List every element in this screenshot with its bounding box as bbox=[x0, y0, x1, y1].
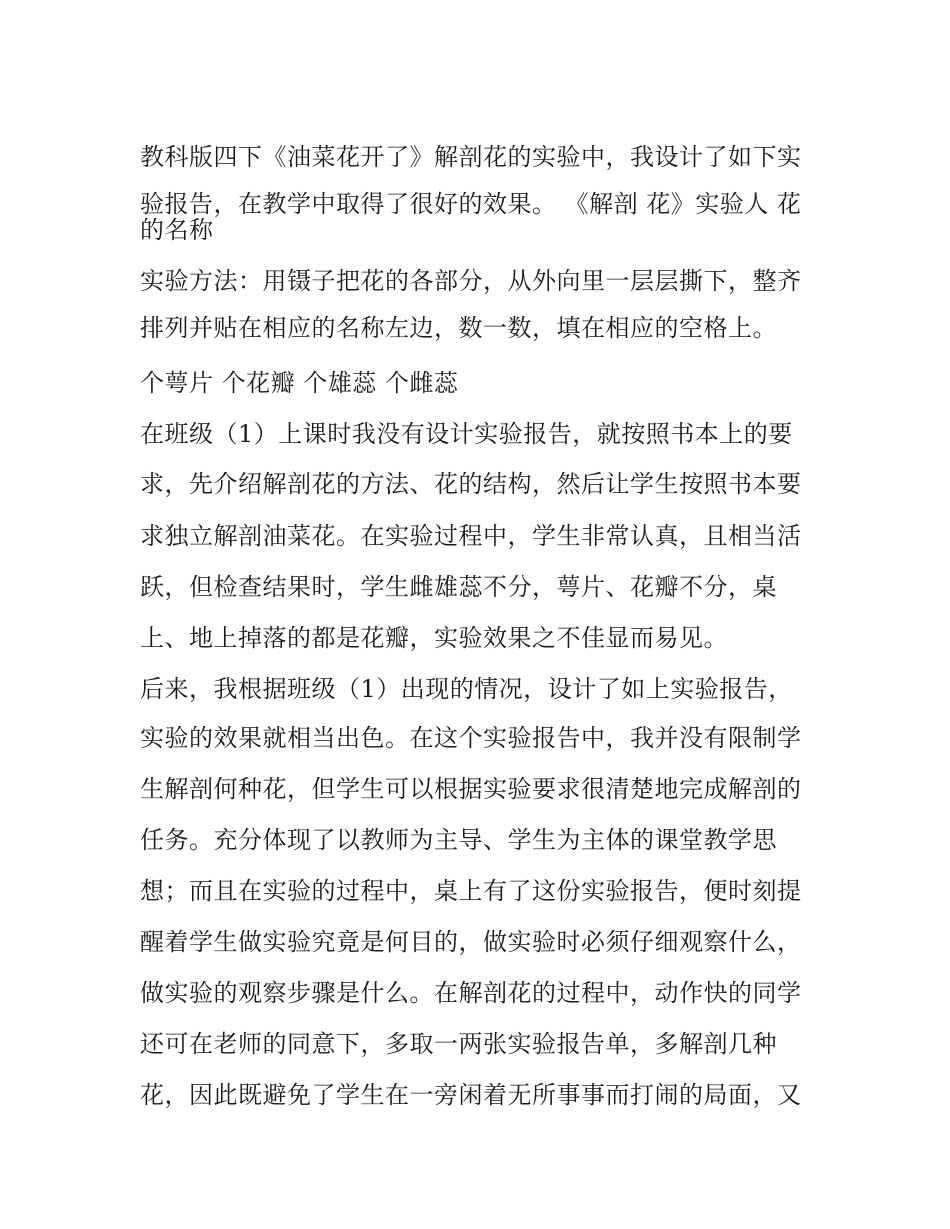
text-line: 在班级（1）上课时我没有设计实验报告，就按照书本上的要 bbox=[140, 420, 793, 448]
text-line: 求独立解剖油菜花。在实验过程中，学生非常认真，且相当活 bbox=[140, 522, 802, 550]
text-line: 生解剖何种花，但学生可以根据实验要求很清楚地完成解剖的 bbox=[140, 775, 802, 803]
text-line: 想；而且在实验的过程中，桌上有了这份实验报告，便时刻提 bbox=[140, 877, 802, 905]
text-line: 后来，我根据班级（1）出现的情况，设计了如上实验报告， bbox=[140, 675, 793, 703]
text-line: 实验方法：用镊子把花的各部分，从外向里一层层撕下，整齐 bbox=[140, 267, 802, 295]
text-line: 排列并贴在相应的名称左边，数一数，填在相应的空格上。 bbox=[140, 314, 777, 342]
text-line: 个萼片 个花瓣 个雄蕊 个雌蕊 bbox=[140, 369, 459, 397]
text-line: 花，因此既避免了学生在一旁闲着无所事事而打闹的局面，又 bbox=[140, 1081, 802, 1109]
text-line: 做实验的观察步骤是什么。在解剖花的过程中，动作快的同学 bbox=[140, 979, 802, 1007]
text-line: 上、地上掉落的都是花瓣，实验效果之不佳显而易见。 bbox=[140, 624, 728, 652]
text-line: 醒着学生做实验究竟是何目的，做实验时必须仔细观察什么， bbox=[140, 928, 802, 956]
text-line: 的名称 bbox=[140, 216, 214, 244]
text-line: 教科版四下《油菜花开了》解剖花的实验中，我设计了如下实 bbox=[140, 143, 802, 171]
text-line: 验报告，在教学中取得了很好的效果。 《解剖 花》实验人 花 bbox=[140, 190, 802, 218]
text-line: 实验的效果就相当出色。在这个实验报告中，我并没有限制学 bbox=[140, 724, 802, 752]
text-line: 求，先介绍解剖花的方法、花的结构，然后让学生按照书本要 bbox=[140, 470, 802, 498]
text-line: 任务。充分体现了以教师为主导、学生为主体的课堂教学思 bbox=[140, 826, 777, 854]
text-line: 跃，但检查结果时，学生雌雄蕊不分，萼片、花瓣不分，桌 bbox=[140, 573, 777, 601]
text-line: 还可在老师的同意下，多取一两张实验报告单，多解剖几种 bbox=[140, 1030, 777, 1058]
